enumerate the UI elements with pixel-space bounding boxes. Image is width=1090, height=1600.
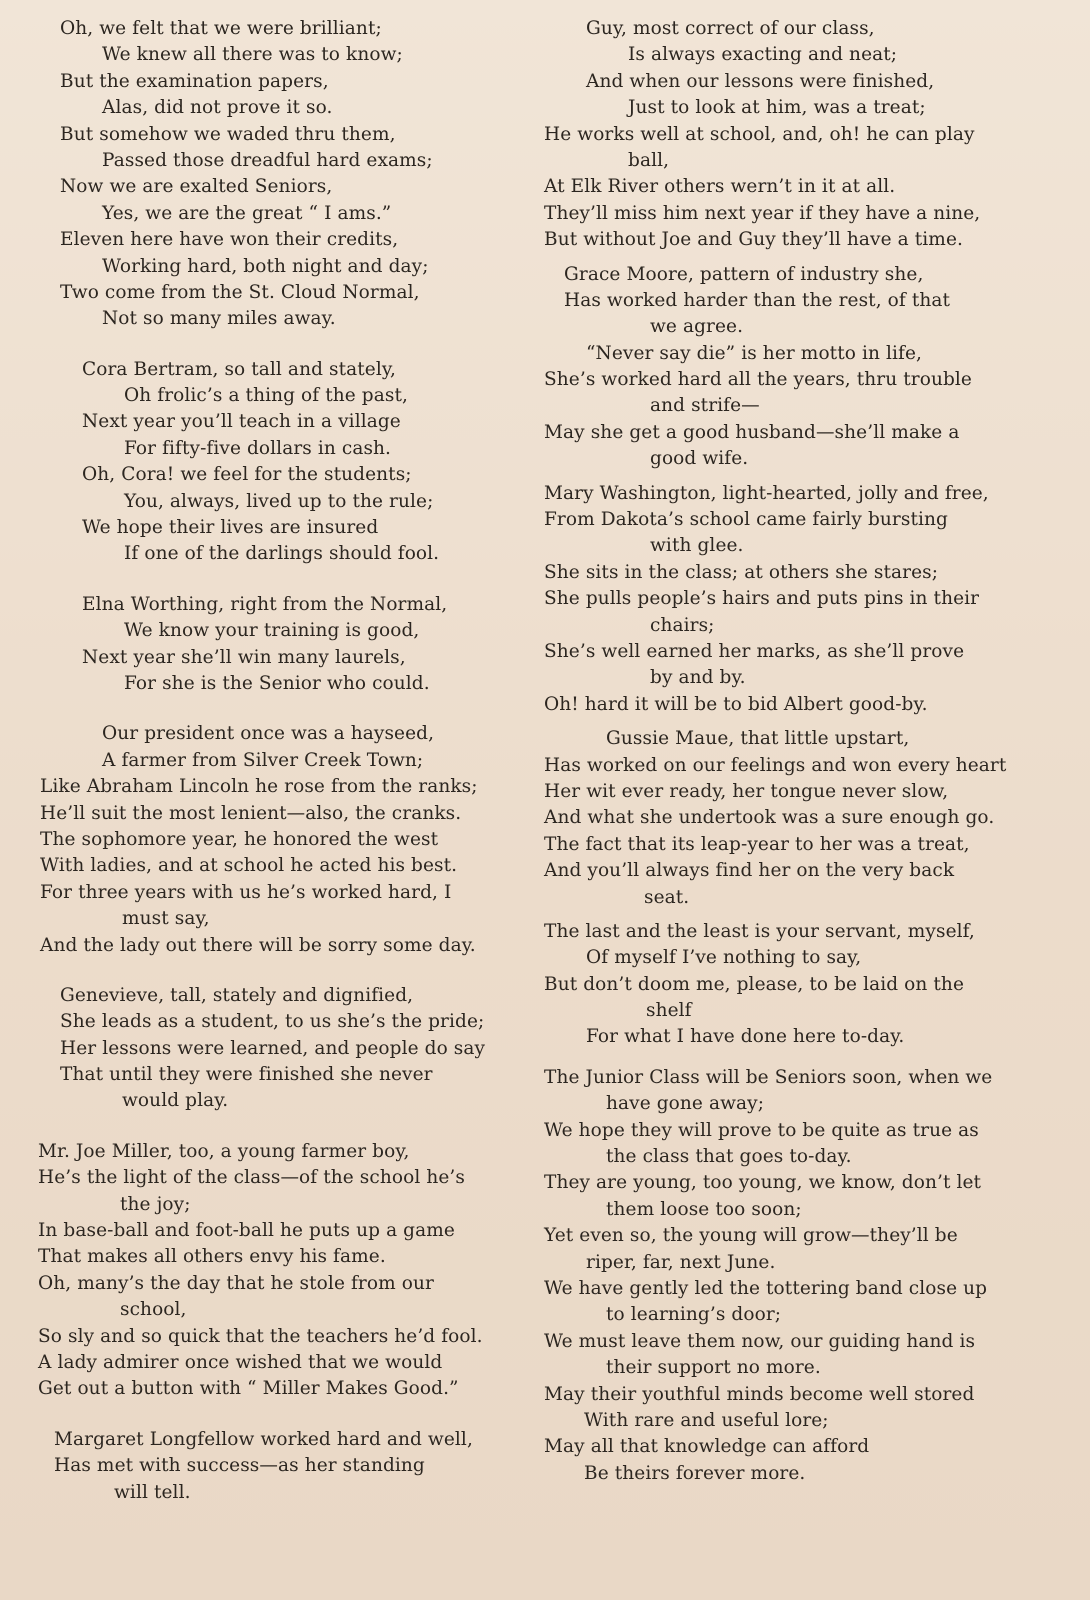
poem-line: The sophomore year, he honored the west — [40, 828, 439, 850]
poem-line: Elna Worthing, right from the Normal, — [82, 593, 448, 615]
poem-line: The last and the least is your servant, myself, — [544, 920, 975, 942]
poem-line: with glee. — [650, 535, 744, 557]
poem-line: Next year you’ll teach in a village — [82, 411, 401, 433]
poem-line: Our president once was a hayseed, — [102, 723, 435, 745]
poem-line: Oh frolic’s a thing of the past, — [124, 385, 408, 407]
right-stanza — [540, 919, 1080, 1051]
poem-line: That until they were finished she never — [60, 1064, 433, 1086]
poem-line: From Dakota’s school came fairly bursting — [544, 509, 948, 531]
poem-line: chairs; — [650, 614, 715, 636]
poem-line: Has met with success—as her standing — [54, 1455, 425, 1477]
poem-line: He’ll suit the most lenient—also, the cranks. — [40, 802, 462, 824]
poem-line: Gussie Maue, that little upstart, — [606, 728, 910, 750]
poem-line: seat. — [644, 886, 690, 908]
poem-line: Yet even so, the young will grow—they’ll be — [544, 1225, 958, 1247]
left-stanza — [34, 1427, 534, 1506]
poem-line: Guy, most correct of our class, — [586, 18, 875, 39]
right-stanza — [540, 481, 1080, 719]
poem-line: May their youthful minds become well stored — [544, 1383, 975, 1405]
poem-line: In base-ball and foot-ball he puts up a game — [38, 1220, 455, 1242]
right-column — [540, 16, 1080, 1487]
poem-line: With ladies, and at school he acted his best. — [40, 855, 458, 877]
poem-line: Be theirs forever more. — [584, 1462, 806, 1484]
poem-line: Her lessons were learned, and people do say — [60, 1037, 486, 1059]
poem-line: will tell. — [114, 1481, 191, 1503]
poem-line: With rare and useful lore; — [584, 1409, 829, 1431]
left-stanza — [34, 16, 534, 333]
poem-line: Passed those dreadful hard exams; — [102, 149, 433, 171]
poem-line: would play. — [122, 1090, 229, 1112]
poem-line: Working hard, both night and day; — [102, 255, 429, 277]
poem-line: riper, far, next June. — [586, 1251, 776, 1273]
poem-line: we agree. — [650, 316, 744, 338]
poem-line: She leads as a student, to us she’s the pride; — [60, 1011, 485, 1033]
poem-line: We hope their lives are insured — [82, 517, 379, 539]
poem-line: Like Abraham Lincoln he rose from the ranks; — [40, 776, 478, 798]
poem-line: She pulls people’s hairs and puts pins in their — [544, 588, 980, 610]
poem-line: We know your training is good, — [124, 620, 420, 642]
poem-line: We have gently led the tottering band close up — [544, 1277, 988, 1299]
right-stanza — [540, 726, 1080, 911]
poem-line: the joy; — [120, 1193, 191, 1215]
poem-line: Oh, Cora! we feel for the students; — [82, 464, 412, 486]
poem-line: Her wit ever ready, her tongue never slow, — [544, 780, 949, 802]
poem-line: He works well at school, and, oh! he can play — [544, 123, 975, 145]
poem-line: The fact that its leap-year to her was a treat, — [544, 833, 970, 855]
left-column — [34, 16, 534, 1506]
poem-line: Of myself I’ve nothing to say, — [586, 947, 862, 969]
poem-line: At Elk River others wern’t in it at all. — [544, 176, 896, 198]
left-stanza — [34, 983, 534, 1115]
poem-line: A farmer from Silver Creek Town; — [102, 749, 424, 771]
poem-line: Oh, many’s the day that he stole from our — [38, 1272, 434, 1294]
poem-line: Two come from the St. Cloud Normal, — [60, 281, 420, 303]
left-stanza — [34, 357, 534, 568]
poem-line: Oh, we felt that we were brilliant; — [60, 18, 382, 39]
right-stanza — [540, 16, 1080, 254]
poem-line: “Never say die” is her motto in life, — [586, 342, 922, 364]
poem-line: Next year she’ll win many laurels, — [82, 646, 406, 668]
poem-line: But without Joe and Guy they’ll have a time. — [544, 229, 963, 251]
poem-line: She’s worked hard all the years, thru trouble — [544, 369, 972, 391]
poem-line: their support no more. — [606, 1357, 821, 1379]
poem-line: Oh! hard it will be to bid Albert good-by. — [544, 693, 928, 715]
poem-line: The Junior Class will be Seniors soon, when we — [544, 1066, 993, 1088]
poem-line: May she get a good husband—she’ll make a — [544, 421, 960, 443]
poem-line: But the examination papers, — [60, 70, 329, 92]
left-stanza — [34, 721, 534, 959]
poem-line: And the lady out there will be sorry some day. — [40, 934, 476, 956]
poem-line: For three years with us he’s worked hard, I — [40, 881, 452, 903]
poem-line: She’s well earned her marks, as she’ll prove — [544, 640, 965, 662]
poem-line: Now we are exalted Seniors, — [60, 176, 333, 198]
poem-line: But somehow we waded thru them, — [60, 123, 396, 145]
poem-line: And what she undertook was a sure enough go. — [544, 807, 995, 829]
poem-line: We knew all there was to know; — [102, 44, 403, 66]
poem-line: shelf — [646, 1000, 692, 1022]
poem-line: He’s the light of the class—of the school he’s — [38, 1167, 465, 1189]
poem-line: Grace Moore, pattern of industry she, — [564, 263, 924, 285]
right-stanza — [540, 1065, 1080, 1487]
poem-line: And when our lessons were finished, — [586, 70, 935, 92]
left-stanza — [34, 1139, 534, 1403]
poem-line: have gone away; — [606, 1093, 765, 1115]
poem-line: She sits in the class; at others she stares; — [544, 561, 939, 583]
poem-line: ball, — [628, 149, 670, 171]
poem-line: Eleven here have won their credits, — [60, 229, 399, 251]
poem-line: May all that knowledge can afford — [544, 1436, 870, 1458]
poem-line: And you’ll always find her on the very back — [544, 860, 955, 882]
poem-line: We hope they will prove to be quite as true as — [544, 1119, 979, 1141]
poem-line: For fifty-five dollars in cash. — [124, 437, 392, 459]
poem-line: Get out a button with “ Miller Makes Good.” — [38, 1378, 459, 1400]
poem-line: Is always exacting and neat; — [628, 44, 898, 66]
poem-line: by and by. — [650, 667, 746, 689]
poem-line: Has worked on our feelings and won every heart — [544, 754, 1007, 776]
poem-line: Yes, we are the great “ I ams.” — [102, 202, 392, 224]
poem-line: A lady admirer once wished that we would — [38, 1351, 443, 1373]
poem-line: Margaret Longfellow worked hard and well, — [54, 1428, 473, 1450]
poem-line: Not so many miles away. — [102, 308, 336, 330]
right-stanza — [540, 262, 1080, 473]
poem-line: Mary Washington, light-hearted, jolly and free, — [544, 482, 989, 504]
left-stanza — [34, 592, 534, 698]
poem-line: Cora Bertram, so tall and stately, — [82, 358, 396, 380]
poem-line: Has worked harder than the rest, of that — [564, 289, 951, 311]
poem-line: They’ll miss him next year if they have a nine, — [544, 202, 981, 224]
poem-line: must say, — [122, 908, 210, 930]
poem-line: Genevieve, tall, stately and dignified, — [60, 984, 414, 1006]
poem-line: They are young, too young, we know, don’t let — [544, 1172, 982, 1194]
poem-line: good wife. — [650, 448, 749, 470]
poem-line: If one of the darlings should fool. — [124, 543, 440, 565]
poem-line: You, always, lived up to the rule; — [124, 490, 434, 512]
poem-line: But don’t doom me, please, to be laid on the — [544, 973, 964, 995]
poem-line: to learning’s door; — [606, 1304, 782, 1326]
poem-line: and strife— — [650, 395, 760, 417]
poem-line: them loose too soon; — [606, 1198, 802, 1220]
poem-line: Just to look at him, was a treat; — [628, 97, 926, 119]
poem-line: For what I have done here to-day. — [586, 1026, 905, 1048]
poem-line: the class that goes to-day. — [606, 1146, 852, 1168]
poem-line: We must leave them now, our guiding hand is — [544, 1330, 976, 1352]
poem-line: That makes all others envy his fame. — [38, 1246, 386, 1268]
poem-line: So sly and so quick that the teachers he’d fool. — [38, 1325, 483, 1347]
poem-line: school, — [120, 1299, 187, 1321]
poem-line: Alas, did not prove it so. — [102, 97, 333, 119]
poem-line: For she is the Senior who could. — [124, 672, 430, 694]
poem-line: Mr. Joe Miller, too, a young farmer boy, — [38, 1140, 410, 1162]
